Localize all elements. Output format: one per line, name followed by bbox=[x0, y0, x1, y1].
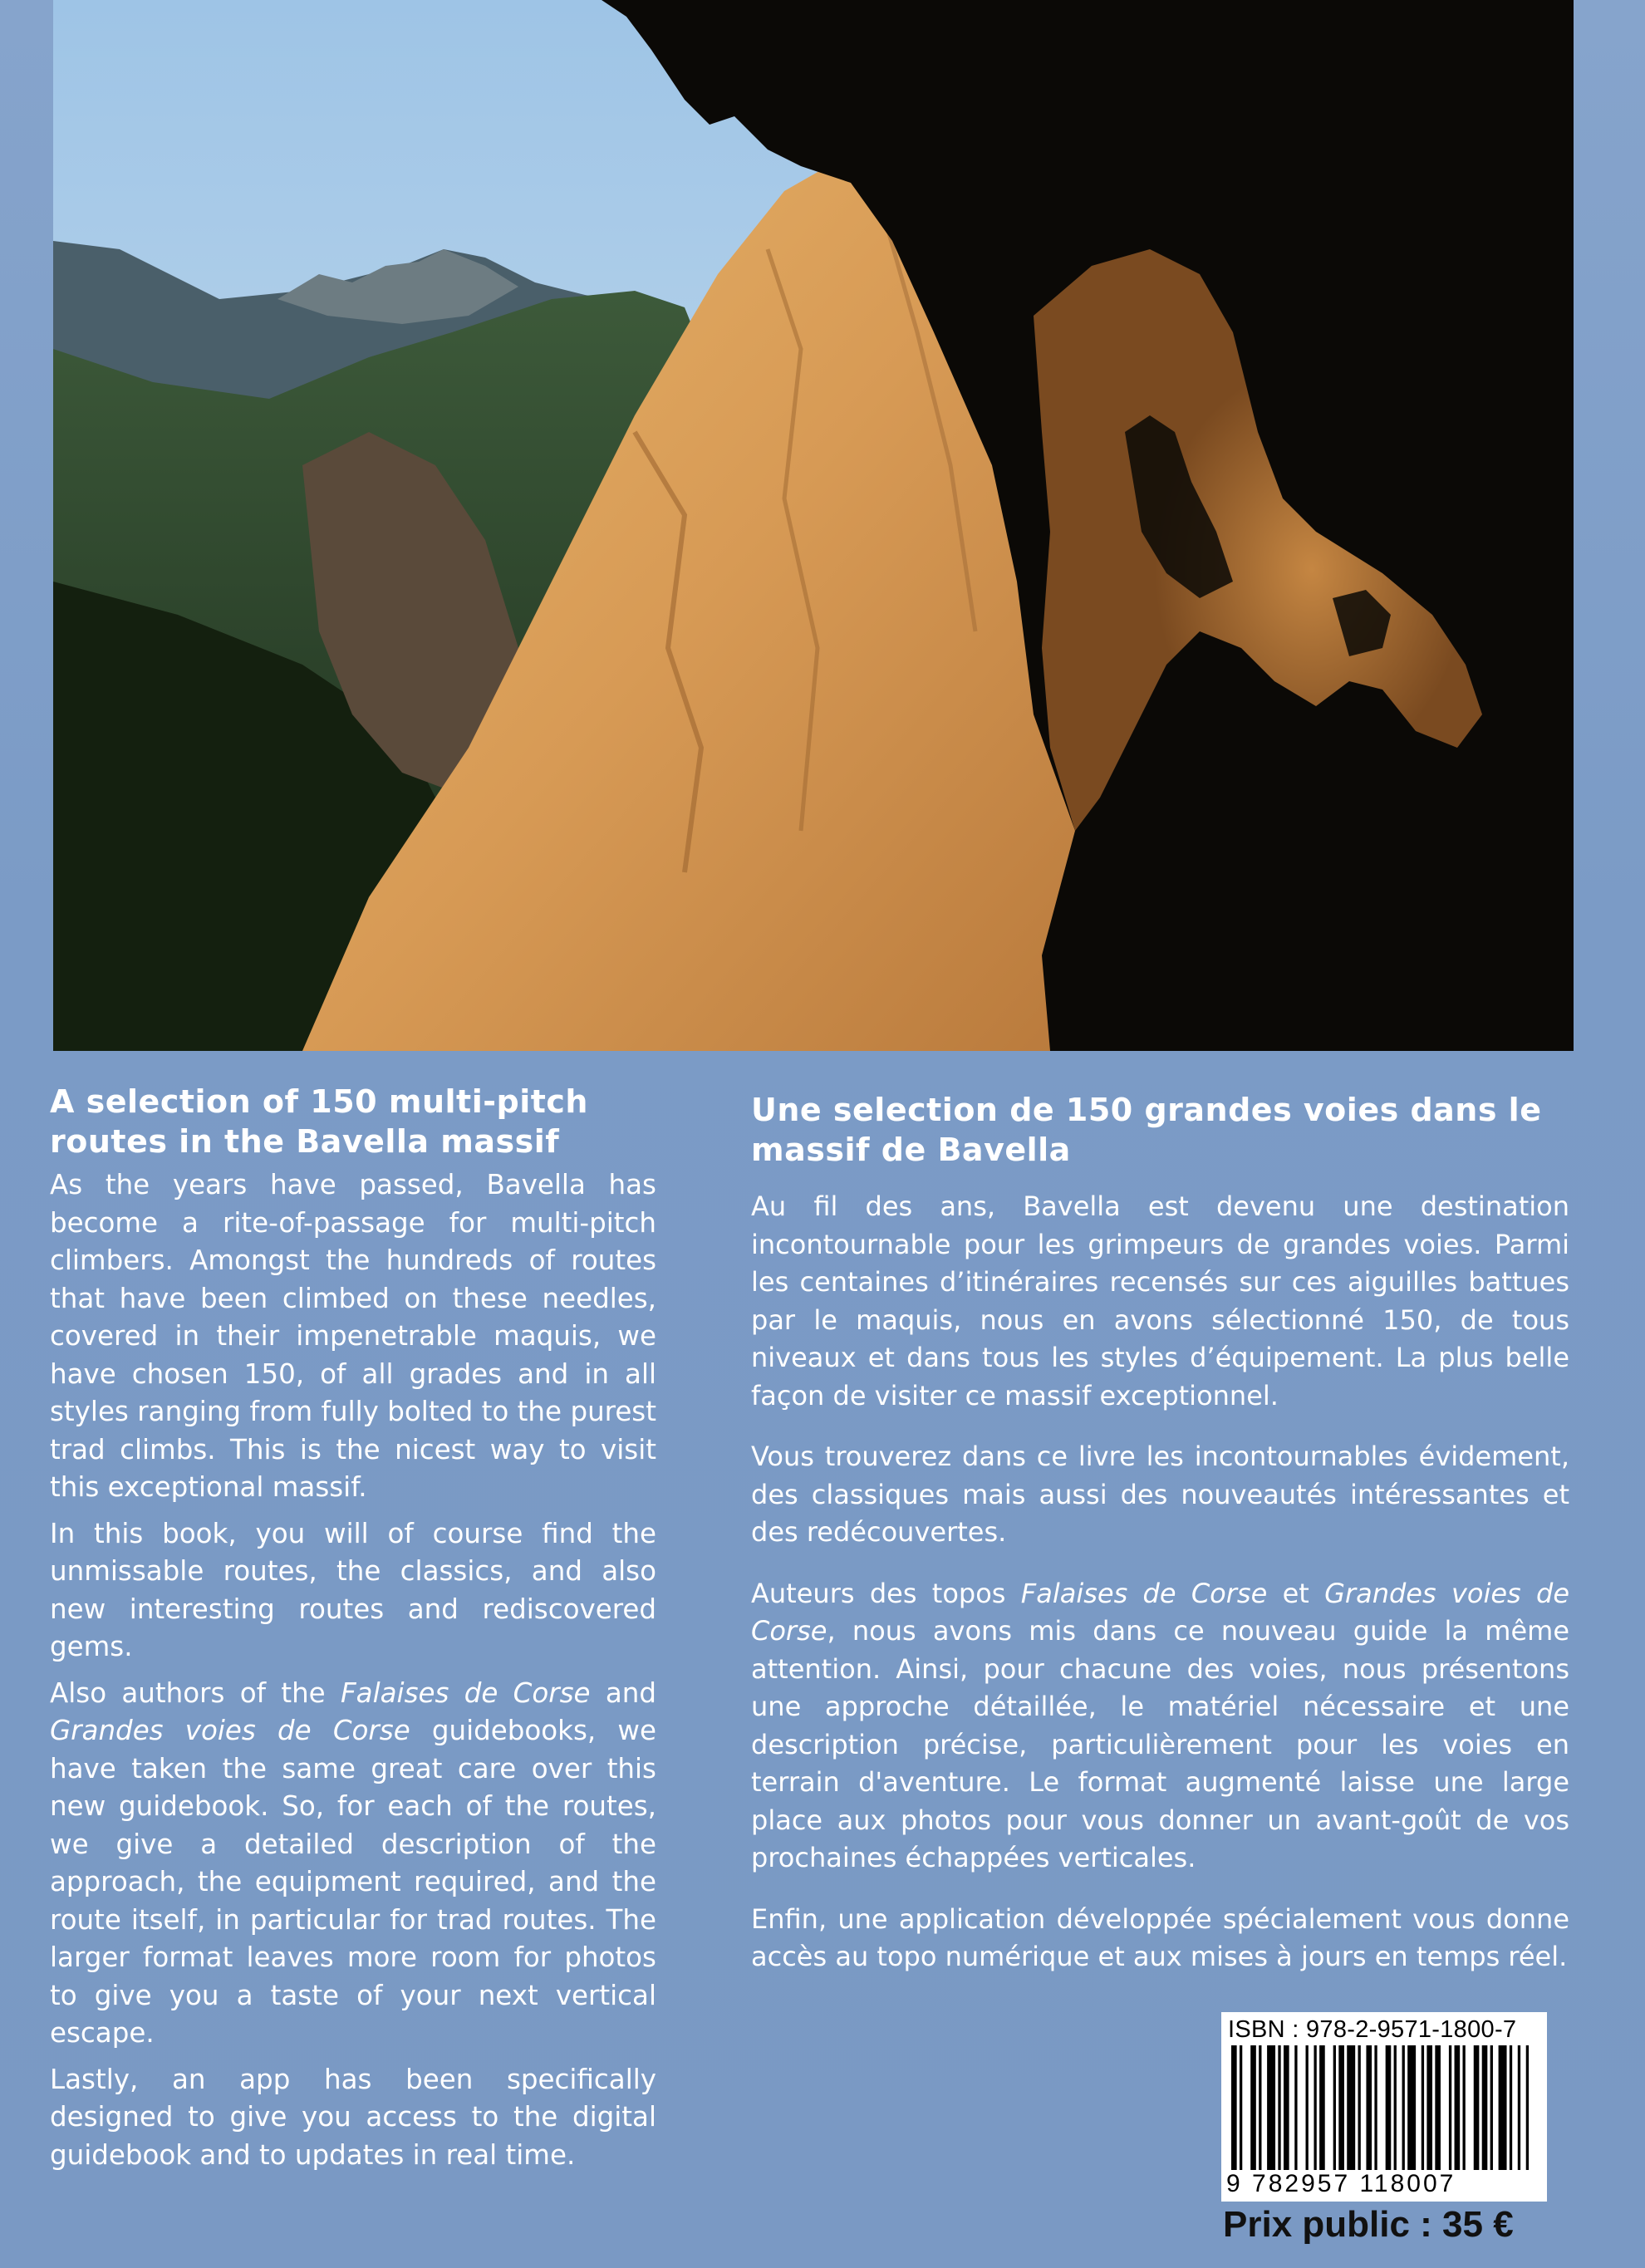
topo-title-grandes-voies: Grandes voies de Corse bbox=[751, 1577, 1570, 1647]
isbn-barcode-block bbox=[1221, 2012, 1547, 2202]
topo-title-falaises: Falaises de Corse bbox=[1020, 1577, 1268, 1609]
french-paragraph-2: Vous trouverez dans ce livre les incontournables évidement, des classiques mais aussi des nouveautés intéressantes et des redécouvertes. bbox=[751, 1441, 1569, 1548]
french-heading: Une selection de 150 grandes voies dans le massif de Bavella bbox=[751, 1092, 1542, 1168]
barcode-digits: 9 782957 118007 bbox=[1226, 2170, 1456, 2197]
french-description bbox=[751, 1090, 1569, 2000]
english-paragraph-2: In this book, you will of course find the unmissable routes, the classics, and also new interesting routes and rediscovered gems. bbox=[50, 1517, 656, 1662]
barcode-icon bbox=[1231, 2045, 1537, 2170]
book-title-falaises: Falaises de Corse bbox=[340, 1676, 591, 1709]
english-paragraph-1: As the years have passed, Bavella has become a rite-of-passage for multi-pitch climbers. Amongst the hundreds of routes that have been climbed on these needles, covered in their impenetrable maquis, we have chosen 150, of all grades and in all styles ranging from fully bolted to the purest trad climbs. This is the nicest way to visit this exceptional massif. bbox=[50, 1169, 656, 1503]
photo-illustration bbox=[53, 0, 1574, 1051]
english-paragraph-3: Also authors of the Falaises de Corse and Grandes voies de Corse guidebooks, we have taken the same great care over this new guidebook. So, for each of the routes, we give a detailed description of the approach, the equipment required, and the route itself, in particular for trad routes. The larger format leaves more room for photos to give you a taste of your next vertical escape. bbox=[50, 1676, 656, 2049]
french-paragraph-3: Auteurs des topos Falaises de Corse et Grandes voies de Corse, nous avons mis dans ce nouveau guide la même attention. Ainsi, pour chacune des voies, nous présentons une approche détaillée, le matériel nécessaire et une description précise, particulièrement pour les voies en terrain d'aventure. Le format augmenté laisse une large place aux photos pour vous donner un avant-goût de vos prochaines échappées verticales. bbox=[751, 1577, 1570, 1873]
english-description bbox=[50, 1082, 656, 2182]
cover-photo-climber-shadow bbox=[53, 0, 1574, 1051]
book-title-grandes-voies: Grandes voies de Corse bbox=[50, 1715, 410, 1746]
english-heading: A selection of 150 multi-pitch routes in the Bavella massif bbox=[50, 1083, 588, 1160]
french-paragraph-4: Enfin, une application développée spécialement vous donne accès au topo numérique et aux mises à jours en temps réel. bbox=[751, 1902, 1569, 1972]
english-paragraph-4: Lastly, an app has been specifically designed to give you access to the digital guidebook and to updates in real time. bbox=[50, 2063, 656, 2171]
public-price: Prix public : 35 € bbox=[1223, 2204, 1514, 2245]
french-paragraph-1: Au fil des ans, Bavella est devenu une destination incontournable pour les grimpeurs de grandes voies. Parmi les centaines d’itinéraires recensés sur ces aiguilles battues par le maquis, nous en avons sélectionné 150, de tous niveaux et dans tous les styles d’équipement. La plus belle façon de visiter ce massif exceptionnel. bbox=[751, 1190, 1569, 1411]
isbn-label: ISBN : 978-2-9571-1800-7 bbox=[1228, 2016, 1517, 2043]
